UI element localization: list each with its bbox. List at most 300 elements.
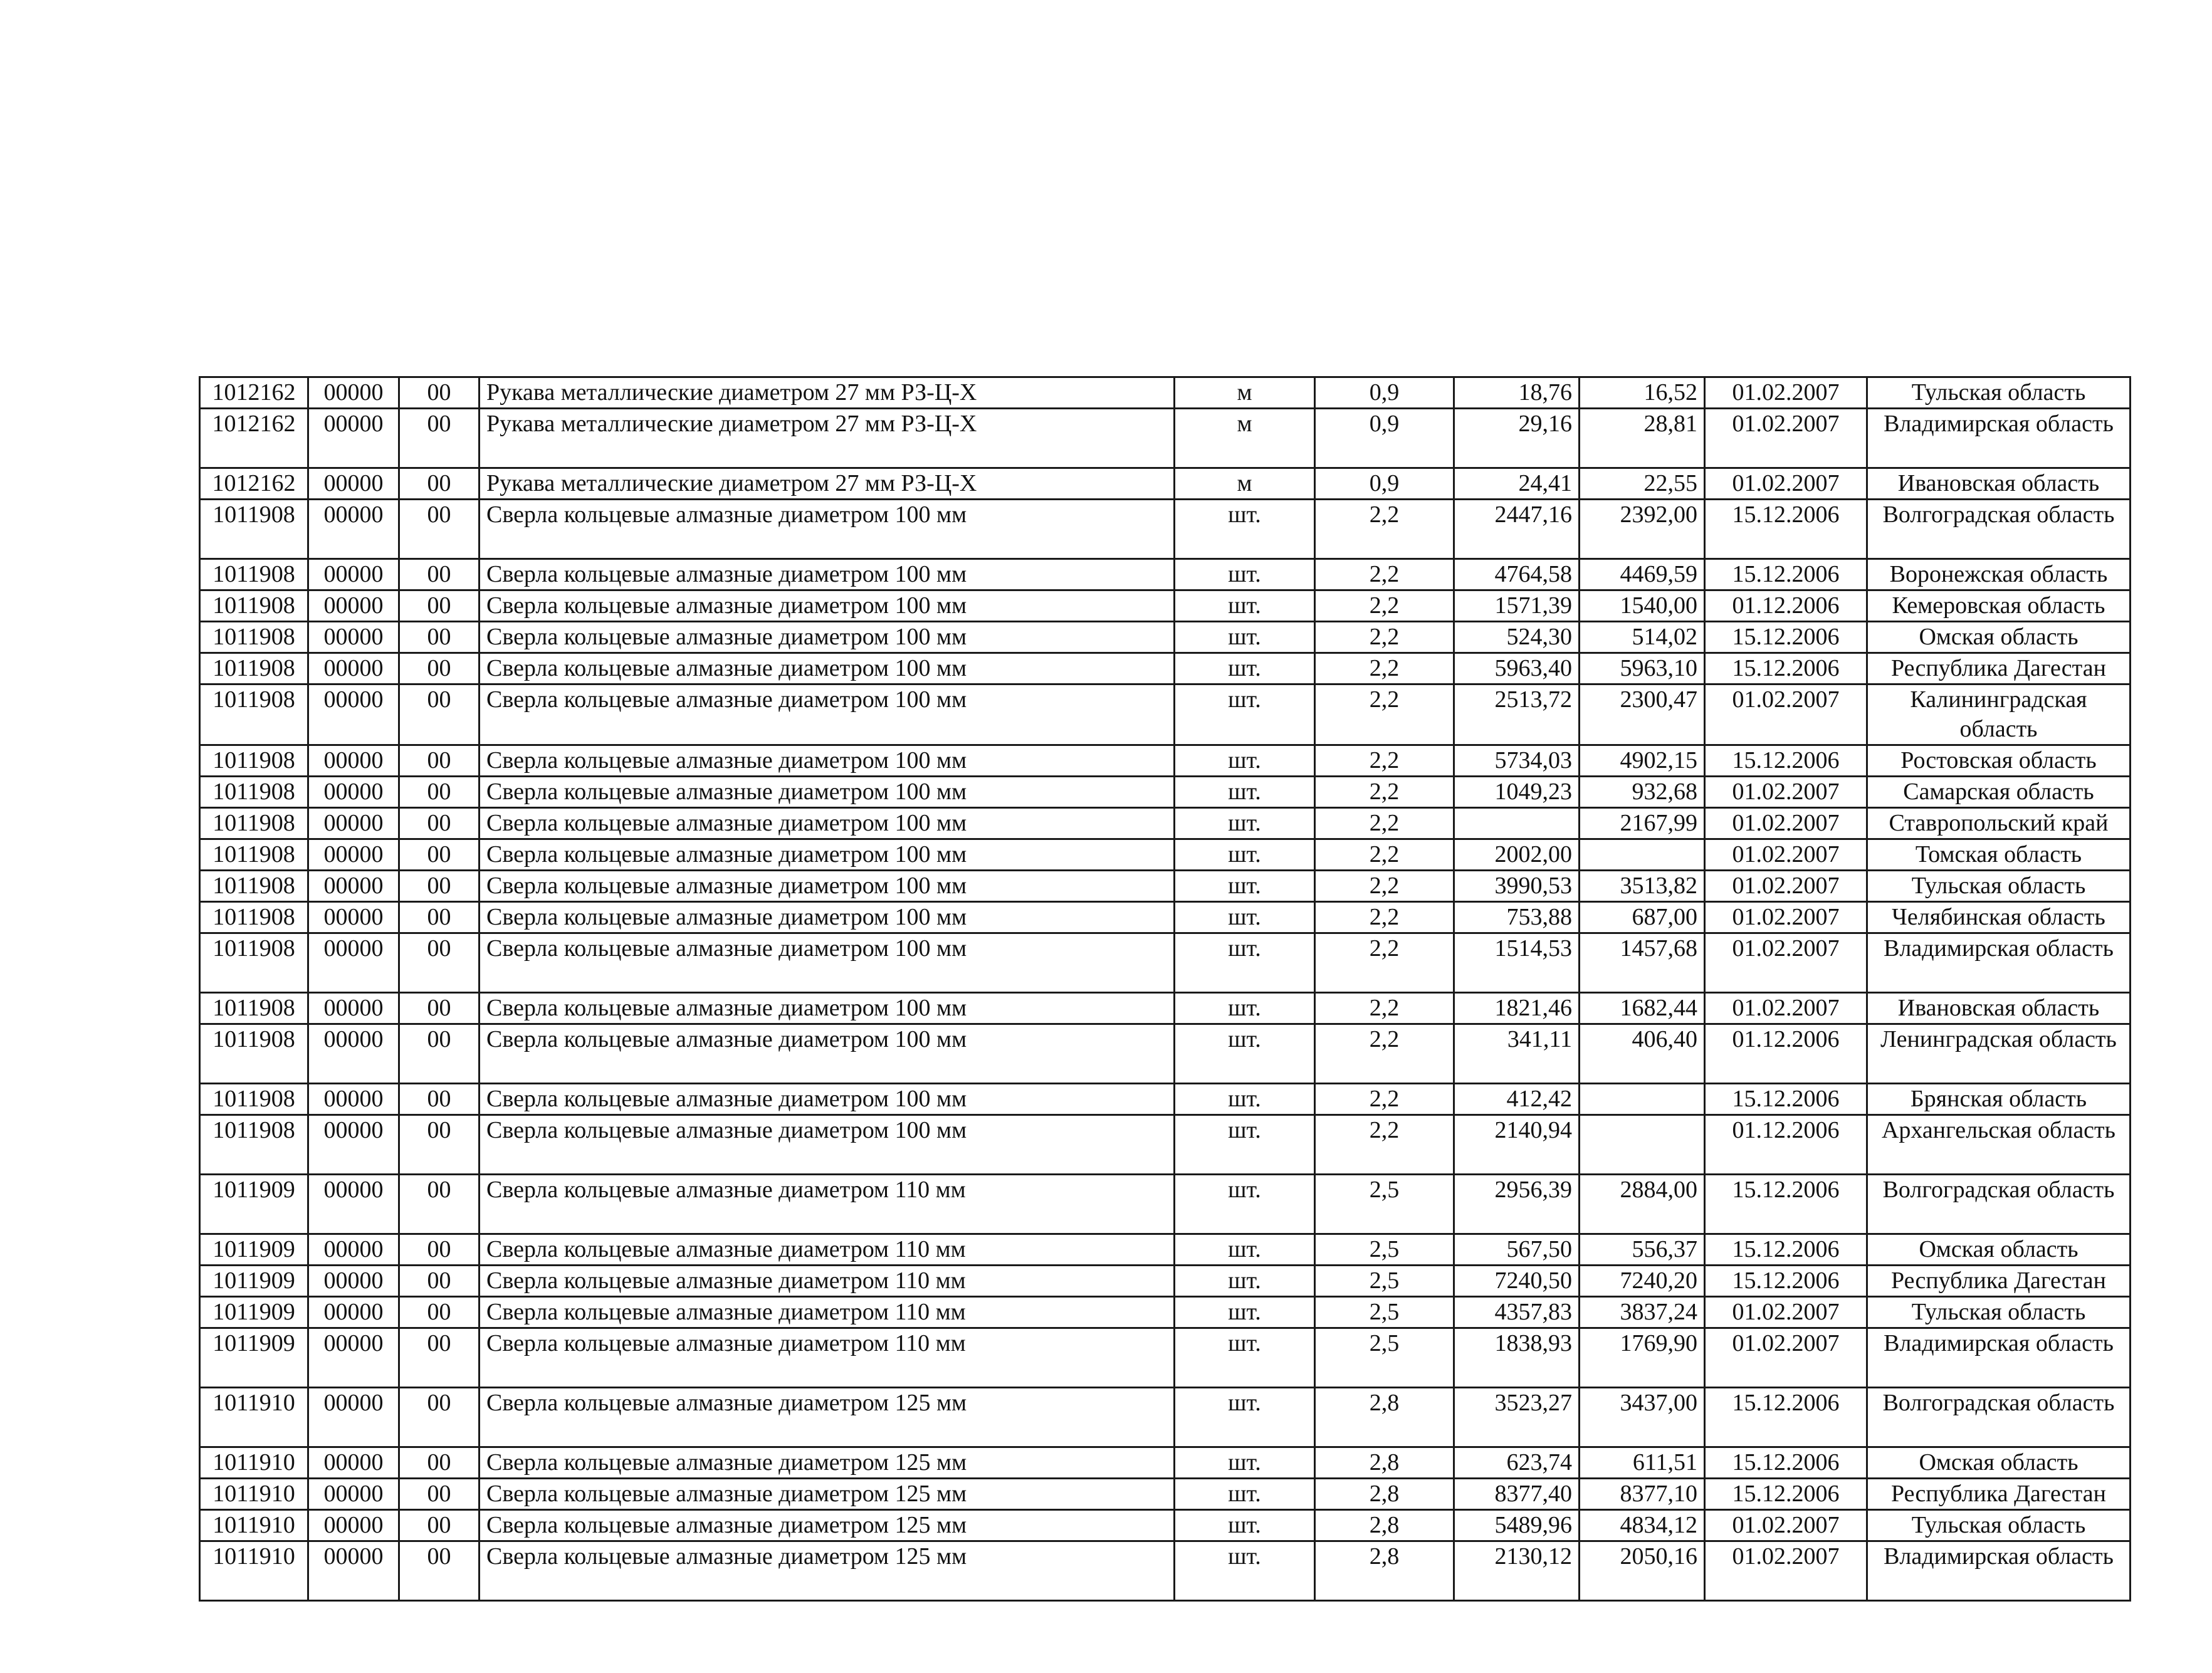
unit-cell: м: [1175, 468, 1315, 500]
price-2-cell: 28,81: [1580, 409, 1705, 468]
product-code-cell: 1011908: [200, 684, 308, 745]
product-name-cell: Сверла кольцевые алмазные диаметром 100 мм: [480, 871, 1175, 902]
unit-cell: шт.: [1175, 745, 1315, 777]
price-1-cell: 412,42: [1454, 1084, 1580, 1115]
region-cell: Архангельская область: [1867, 1115, 2131, 1175]
product-code-cell: 1011908: [200, 777, 308, 808]
table-row: [200, 1115, 2131, 1175]
subcode-cell: 00000: [308, 622, 399, 653]
date-cell: 15.12.2006: [1705, 1266, 1867, 1297]
unit-cell: шт.: [1175, 871, 1315, 902]
region-cell: Ставропольский край: [1867, 808, 2131, 839]
price-2-cell: 16,52: [1580, 377, 1705, 409]
product-name-cell: Сверла кольцевые алмазные диаметром 100 мм: [480, 1115, 1175, 1175]
product-code-cell: 1011909: [200, 1266, 308, 1297]
suffix-cell: 00: [399, 1388, 480, 1447]
price-1-cell: 3990,53: [1454, 871, 1580, 902]
product-code-cell: 1011908: [200, 933, 308, 993]
price-1-cell: [1454, 808, 1580, 839]
table-row: [200, 1234, 2131, 1266]
product-code-cell: 1011909: [200, 1234, 308, 1266]
coefficient-cell: 2,8: [1315, 1447, 1454, 1479]
coefficient-cell: 2,8: [1315, 1510, 1454, 1541]
product-name-cell: Рукава металлические диаметром 27 мм РЗ-Ц-Х: [480, 377, 1175, 409]
product-name-cell: Сверла кольцевые алмазные диаметром 100 мм: [480, 777, 1175, 808]
coefficient-cell: 2,5: [1315, 1266, 1454, 1297]
subcode-cell: 00000: [308, 993, 399, 1024]
unit-cell: шт.: [1175, 933, 1315, 993]
suffix-cell: 00: [399, 500, 480, 559]
table-row: [200, 745, 2131, 777]
price-1-cell: 1571,39: [1454, 590, 1580, 622]
unit-cell: шт.: [1175, 1024, 1315, 1084]
date-cell: 01.02.2007: [1705, 777, 1867, 808]
price-2-cell: 687,00: [1580, 902, 1705, 933]
date-cell: 15.12.2006: [1705, 653, 1867, 684]
price-1-cell: 29,16: [1454, 409, 1580, 468]
suffix-cell: 00: [399, 653, 480, 684]
coefficient-cell: 2,2: [1315, 902, 1454, 933]
coefficient-cell: 2,5: [1315, 1328, 1454, 1388]
product-name-cell: Сверла кольцевые алмазные диаметром 100 мм: [480, 808, 1175, 839]
subcode-cell: 00000: [308, 839, 399, 871]
date-cell: 01.02.2007: [1705, 684, 1867, 745]
product-code-cell: 1011908: [200, 1024, 308, 1084]
unit-cell: шт.: [1175, 1084, 1315, 1115]
suffix-cell: 00: [399, 684, 480, 745]
region-cell: Томская область: [1867, 839, 2131, 871]
region-cell: Тульская область: [1867, 1510, 2131, 1541]
product-code-cell: 1011908: [200, 500, 308, 559]
table-row: [200, 871, 2131, 902]
suffix-cell: 00: [399, 902, 480, 933]
date-cell: 01.02.2007: [1705, 377, 1867, 409]
coefficient-cell: 2,5: [1315, 1234, 1454, 1266]
date-cell: 01.02.2007: [1705, 993, 1867, 1024]
table-row: [200, 1510, 2131, 1541]
unit-cell: шт.: [1175, 839, 1315, 871]
suffix-cell: 00: [399, 1447, 480, 1479]
price-1-cell: 5963,40: [1454, 653, 1580, 684]
unit-cell: шт.: [1175, 1510, 1315, 1541]
table-row: [200, 1328, 2131, 1388]
subcode-cell: 00000: [308, 745, 399, 777]
price-1-cell: 2513,72: [1454, 684, 1580, 745]
coefficient-cell: 2,2: [1315, 622, 1454, 653]
unit-cell: шт.: [1175, 902, 1315, 933]
subcode-cell: 00000: [308, 933, 399, 993]
unit-cell: шт.: [1175, 622, 1315, 653]
coefficient-cell: 2,2: [1315, 559, 1454, 590]
coefficient-cell: 2,8: [1315, 1388, 1454, 1447]
region-cell: Омская область: [1867, 1447, 2131, 1479]
price-2-cell: 1769,90: [1580, 1328, 1705, 1388]
coefficient-cell: 2,2: [1315, 653, 1454, 684]
region-cell: Самарская область: [1867, 777, 2131, 808]
product-code-cell: 1011908: [200, 590, 308, 622]
price-1-cell: 2130,12: [1454, 1541, 1580, 1601]
date-cell: 01.12.2006: [1705, 1024, 1867, 1084]
product-name-cell: Сверла кольцевые алмазные диаметром 125 мм: [480, 1447, 1175, 1479]
price-1-cell: 2140,94: [1454, 1115, 1580, 1175]
region-cell: Челябинская область: [1867, 902, 2131, 933]
date-cell: 01.02.2007: [1705, 933, 1867, 993]
date-cell: 01.12.2006: [1705, 590, 1867, 622]
coefficient-cell: 2,2: [1315, 871, 1454, 902]
date-cell: 01.02.2007: [1705, 839, 1867, 871]
suffix-cell: 00: [399, 871, 480, 902]
product-name-cell: Сверла кольцевые алмазные диаметром 100 мм: [480, 500, 1175, 559]
table-row: [200, 1024, 2131, 1084]
subcode-cell: 00000: [308, 1447, 399, 1479]
unit-cell: шт.: [1175, 1297, 1315, 1328]
region-cell: Владимирская область: [1867, 933, 2131, 993]
unit-cell: шт.: [1175, 1266, 1315, 1297]
product-name-cell: Сверла кольцевые алмазные диаметром 100 мм: [480, 839, 1175, 871]
suffix-cell: 00: [399, 1297, 480, 1328]
price-1-cell: 3523,27: [1454, 1388, 1580, 1447]
date-cell: 01.02.2007: [1705, 1510, 1867, 1541]
table-row: [200, 684, 2131, 745]
product-name-cell: Сверла кольцевые алмазные диаметром 100 мм: [480, 1024, 1175, 1084]
table-row: [200, 1175, 2131, 1234]
price-2-cell: 932,68: [1580, 777, 1705, 808]
region-cell: Ивановская область: [1867, 993, 2131, 1024]
date-cell: 15.12.2006: [1705, 559, 1867, 590]
price-2-cell: 2050,16: [1580, 1541, 1705, 1601]
coefficient-cell: 2,2: [1315, 1115, 1454, 1175]
unit-cell: шт.: [1175, 1115, 1315, 1175]
product-name-cell: Сверла кольцевые алмазные диаметром 100 мм: [480, 590, 1175, 622]
price-2-cell: 5963,10: [1580, 653, 1705, 684]
region-cell: Ростовская область: [1867, 745, 2131, 777]
subcode-cell: 00000: [308, 1084, 399, 1115]
price-1-cell: 1821,46: [1454, 993, 1580, 1024]
suffix-cell: 00: [399, 933, 480, 993]
unit-cell: шт.: [1175, 1541, 1315, 1601]
region-cell: Тульская область: [1867, 871, 2131, 902]
subcode-cell: 00000: [308, 377, 399, 409]
date-cell: 15.12.2006: [1705, 622, 1867, 653]
date-cell: 01.02.2007: [1705, 1297, 1867, 1328]
price-1-cell: 5489,96: [1454, 1510, 1580, 1541]
product-name-cell: Сверла кольцевые алмазные диаметром 100 мм: [480, 745, 1175, 777]
unit-cell: шт.: [1175, 590, 1315, 622]
table-row: [200, 1297, 2131, 1328]
coefficient-cell: 2,2: [1315, 808, 1454, 839]
suffix-cell: 00: [399, 1175, 480, 1234]
price-2-cell: 514,02: [1580, 622, 1705, 653]
unit-cell: шт.: [1175, 559, 1315, 590]
subcode-cell: 00000: [308, 1297, 399, 1328]
price-2-cell: 2392,00: [1580, 500, 1705, 559]
price-2-cell: 1457,68: [1580, 933, 1705, 993]
table-row: [200, 409, 2131, 468]
price-1-cell: 1049,23: [1454, 777, 1580, 808]
date-cell: 15.12.2006: [1705, 1479, 1867, 1510]
date-cell: 15.12.2006: [1705, 1388, 1867, 1447]
region-cell: Воронежская область: [1867, 559, 2131, 590]
date-cell: 01.02.2007: [1705, 902, 1867, 933]
product-name-cell: Сверла кольцевые алмазные диаметром 100 мм: [480, 1084, 1175, 1115]
unit-cell: шт.: [1175, 777, 1315, 808]
date-cell: 01.02.2007: [1705, 409, 1867, 468]
price-1-cell: 7240,50: [1454, 1266, 1580, 1297]
unit-cell: шт.: [1175, 1175, 1315, 1234]
table-row: [200, 1084, 2131, 1115]
coefficient-cell: 2,8: [1315, 1479, 1454, 1510]
suffix-cell: 00: [399, 559, 480, 590]
product-code-cell: 1011908: [200, 902, 308, 933]
coefficient-cell: 2,2: [1315, 1084, 1454, 1115]
table-row: [200, 653, 2131, 684]
table-row: [200, 559, 2131, 590]
region-cell: Владимирская область: [1867, 409, 2131, 468]
price-1-cell: 24,41: [1454, 468, 1580, 500]
subcode-cell: 00000: [308, 871, 399, 902]
unit-cell: шт.: [1175, 1328, 1315, 1388]
unit-cell: шт.: [1175, 684, 1315, 745]
price-2-cell: 406,40: [1580, 1024, 1705, 1084]
price-2-cell: [1580, 1084, 1705, 1115]
region-cell: Брянская область: [1867, 1084, 2131, 1115]
product-name-cell: Сверла кольцевые алмазные диаметром 125 мм: [480, 1510, 1175, 1541]
region-cell: Тульская область: [1867, 1297, 2131, 1328]
price-2-cell: 3437,00: [1580, 1388, 1705, 1447]
price-2-cell: 556,37: [1580, 1234, 1705, 1266]
coefficient-cell: 0,9: [1315, 468, 1454, 500]
coefficient-cell: 2,2: [1315, 993, 1454, 1024]
region-cell: Ивановская область: [1867, 468, 2131, 500]
price-2-cell: [1580, 839, 1705, 871]
region-cell: Владимирская область: [1867, 1328, 2131, 1388]
date-cell: 15.12.2006: [1705, 1447, 1867, 1479]
product-code-cell: 1012162: [200, 409, 308, 468]
price-2-cell: 1540,00: [1580, 590, 1705, 622]
product-code-cell: 1011908: [200, 622, 308, 653]
date-cell: 15.12.2006: [1705, 1234, 1867, 1266]
price-1-cell: 623,74: [1454, 1447, 1580, 1479]
date-cell: 01.02.2007: [1705, 1328, 1867, 1388]
table-row: [200, 468, 2131, 500]
subcode-cell: 00000: [308, 1115, 399, 1175]
subcode-cell: 00000: [308, 468, 399, 500]
suffix-cell: 00: [399, 1115, 480, 1175]
price-2-cell: 22,55: [1580, 468, 1705, 500]
date-cell: 01.02.2007: [1705, 468, 1867, 500]
product-name-cell: Сверла кольцевые алмазные диаметром 125 мм: [480, 1388, 1175, 1447]
region-cell: Республика Дагестан: [1867, 1479, 2131, 1510]
price-1-cell: 5734,03: [1454, 745, 1580, 777]
subcode-cell: 00000: [308, 684, 399, 745]
date-cell: 15.12.2006: [1705, 745, 1867, 777]
product-code-cell: 1011908: [200, 1084, 308, 1115]
date-cell: 01.12.2006: [1705, 1115, 1867, 1175]
price-2-cell: 4834,12: [1580, 1510, 1705, 1541]
table-body: [200, 377, 2131, 1601]
unit-cell: шт.: [1175, 1234, 1315, 1266]
unit-cell: шт.: [1175, 993, 1315, 1024]
region-cell: Республика Дагестан: [1867, 1266, 2131, 1297]
suffix-cell: 00: [399, 808, 480, 839]
subcode-cell: 00000: [308, 1175, 399, 1234]
product-code-cell: 1011908: [200, 993, 308, 1024]
product-code-cell: 1011910: [200, 1541, 308, 1601]
product-name-cell: Сверла кольцевые алмазные диаметром 100 мм: [480, 559, 1175, 590]
table-row: [200, 622, 2131, 653]
unit-cell: шт.: [1175, 1447, 1315, 1479]
product-name-cell: Сверла кольцевые алмазные диаметром 110 мм: [480, 1234, 1175, 1266]
suffix-cell: 00: [399, 745, 480, 777]
coefficient-cell: 0,9: [1315, 409, 1454, 468]
product-code-cell: 1011909: [200, 1297, 308, 1328]
product-code-cell: 1012162: [200, 468, 308, 500]
product-name-cell: Рукава металлические диаметром 27 мм РЗ-Ц-Х: [480, 409, 1175, 468]
subcode-cell: 00000: [308, 902, 399, 933]
price-2-cell: 3513,82: [1580, 871, 1705, 902]
table-row: [200, 377, 2131, 409]
price-2-cell: 7240,20: [1580, 1266, 1705, 1297]
suffix-cell: 00: [399, 1541, 480, 1601]
product-name-cell: Сверла кольцевые алмазные диаметром 100 мм: [480, 684, 1175, 745]
coefficient-cell: 2,2: [1315, 933, 1454, 993]
table-row: [200, 933, 2131, 993]
coefficient-cell: 2,2: [1315, 839, 1454, 871]
date-cell: 01.02.2007: [1705, 871, 1867, 902]
coefficient-cell: 0,9: [1315, 377, 1454, 409]
region-cell: Омская область: [1867, 1234, 2131, 1266]
table-row: [200, 839, 2131, 871]
suffix-cell: 00: [399, 1328, 480, 1388]
suffix-cell: 00: [399, 468, 480, 500]
price-2-cell: 4902,15: [1580, 745, 1705, 777]
coefficient-cell: 2,8: [1315, 1541, 1454, 1601]
price-2-cell: 2300,47: [1580, 684, 1705, 745]
subcode-cell: 00000: [308, 1266, 399, 1297]
price-2-cell: 611,51: [1580, 1447, 1705, 1479]
price-1-cell: 1514,53: [1454, 933, 1580, 993]
price-2-cell: 4469,59: [1580, 559, 1705, 590]
table-row: [200, 1388, 2131, 1447]
suffix-cell: 00: [399, 622, 480, 653]
subcode-cell: 00000: [308, 1234, 399, 1266]
product-code-cell: 1011910: [200, 1479, 308, 1510]
unit-cell: шт.: [1175, 1388, 1315, 1447]
subcode-cell: 00000: [308, 653, 399, 684]
price-1-cell: 1838,93: [1454, 1328, 1580, 1388]
table-row: [200, 902, 2131, 933]
product-name-cell: Сверла кольцевые алмазные диаметром 125 мм: [480, 1541, 1175, 1601]
product-code-cell: 1011908: [200, 1115, 308, 1175]
table-row: [200, 590, 2131, 622]
product-name-cell: Сверла кольцевые алмазные диаметром 110 мм: [480, 1266, 1175, 1297]
region-cell: Республика Дагестан: [1867, 653, 2131, 684]
coefficient-cell: 2,2: [1315, 1024, 1454, 1084]
table-row: [200, 1541, 2131, 1601]
product-code-cell: 1011908: [200, 653, 308, 684]
product-code-cell: 1011908: [200, 559, 308, 590]
product-name-cell: Сверла кольцевые алмазные диаметром 100 мм: [480, 933, 1175, 993]
price-2-cell: 2884,00: [1580, 1175, 1705, 1234]
table-row: [200, 1479, 2131, 1510]
subcode-cell: 00000: [308, 1388, 399, 1447]
region-cell: Омская область: [1867, 622, 2131, 653]
subcode-cell: 00000: [308, 777, 399, 808]
price-1-cell: 567,50: [1454, 1234, 1580, 1266]
product-code-cell: 1011908: [200, 745, 308, 777]
product-name-cell: Рукава металлические диаметром 27 мм РЗ-Ц-Х: [480, 468, 1175, 500]
product-name-cell: Сверла кольцевые алмазные диаметром 125 мм: [480, 1479, 1175, 1510]
price-2-cell: 2167,99: [1580, 808, 1705, 839]
product-name-cell: Сверла кольцевые алмазные диаметром 110 мм: [480, 1175, 1175, 1234]
region-cell: Волгоградская область: [1867, 1175, 2131, 1234]
table-row: [200, 808, 2131, 839]
product-code-cell: 1011909: [200, 1328, 308, 1388]
date-cell: 15.12.2006: [1705, 1084, 1867, 1115]
product-code-cell: 1011908: [200, 808, 308, 839]
price-2-cell: 1682,44: [1580, 993, 1705, 1024]
date-cell: 01.02.2007: [1705, 808, 1867, 839]
region-cell: Калининградская область: [1867, 684, 2131, 745]
unit-cell: м: [1175, 377, 1315, 409]
price-1-cell: 4764,58: [1454, 559, 1580, 590]
date-cell: 15.12.2006: [1705, 1175, 1867, 1234]
table-row: [200, 500, 2131, 559]
subcode-cell: 00000: [308, 1479, 399, 1510]
product-name-cell: Сверла кольцевые алмазные диаметром 110 мм: [480, 1297, 1175, 1328]
suffix-cell: 00: [399, 1084, 480, 1115]
price-1-cell: 4357,83: [1454, 1297, 1580, 1328]
unit-cell: шт.: [1175, 1479, 1315, 1510]
unit-cell: шт.: [1175, 653, 1315, 684]
region-cell: Волгоградская область: [1867, 1388, 2131, 1447]
subcode-cell: 00000: [308, 559, 399, 590]
unit-cell: шт.: [1175, 808, 1315, 839]
subcode-cell: 00000: [308, 500, 399, 559]
region-cell: Ленинградская область: [1867, 1024, 2131, 1084]
product-name-cell: Сверла кольцевые алмазные диаметром 100 мм: [480, 902, 1175, 933]
coefficient-cell: 2,2: [1315, 745, 1454, 777]
price-1-cell: 524,30: [1454, 622, 1580, 653]
price-2-cell: 8377,10: [1580, 1479, 1705, 1510]
suffix-cell: 00: [399, 1510, 480, 1541]
price-2-cell: [1580, 1115, 1705, 1175]
region-cell: Тульская область: [1867, 377, 2131, 409]
price-1-cell: 2447,16: [1454, 500, 1580, 559]
subcode-cell: 00000: [308, 1024, 399, 1084]
subcode-cell: 00000: [308, 590, 399, 622]
suffix-cell: 00: [399, 993, 480, 1024]
suffix-cell: 00: [399, 1266, 480, 1297]
suffix-cell: 00: [399, 590, 480, 622]
suffix-cell: 00: [399, 1479, 480, 1510]
coefficient-cell: 2,5: [1315, 1297, 1454, 1328]
suffix-cell: 00: [399, 1024, 480, 1084]
table-row: [200, 777, 2131, 808]
region-cell: Владимирская область: [1867, 1541, 2131, 1601]
coefficient-cell: 2,2: [1315, 684, 1454, 745]
coefficient-cell: 2,2: [1315, 500, 1454, 559]
coefficient-cell: 2,2: [1315, 590, 1454, 622]
region-cell: Кемеровская область: [1867, 590, 2131, 622]
suffix-cell: 00: [399, 839, 480, 871]
price-table: [199, 376, 2131, 1602]
date-cell: 01.02.2007: [1705, 1541, 1867, 1601]
region-cell: Волгоградская область: [1867, 500, 2131, 559]
product-code-cell: 1011910: [200, 1388, 308, 1447]
product-name-cell: Сверла кольцевые алмазные диаметром 110 мм: [480, 1328, 1175, 1388]
subcode-cell: 00000: [308, 1541, 399, 1601]
